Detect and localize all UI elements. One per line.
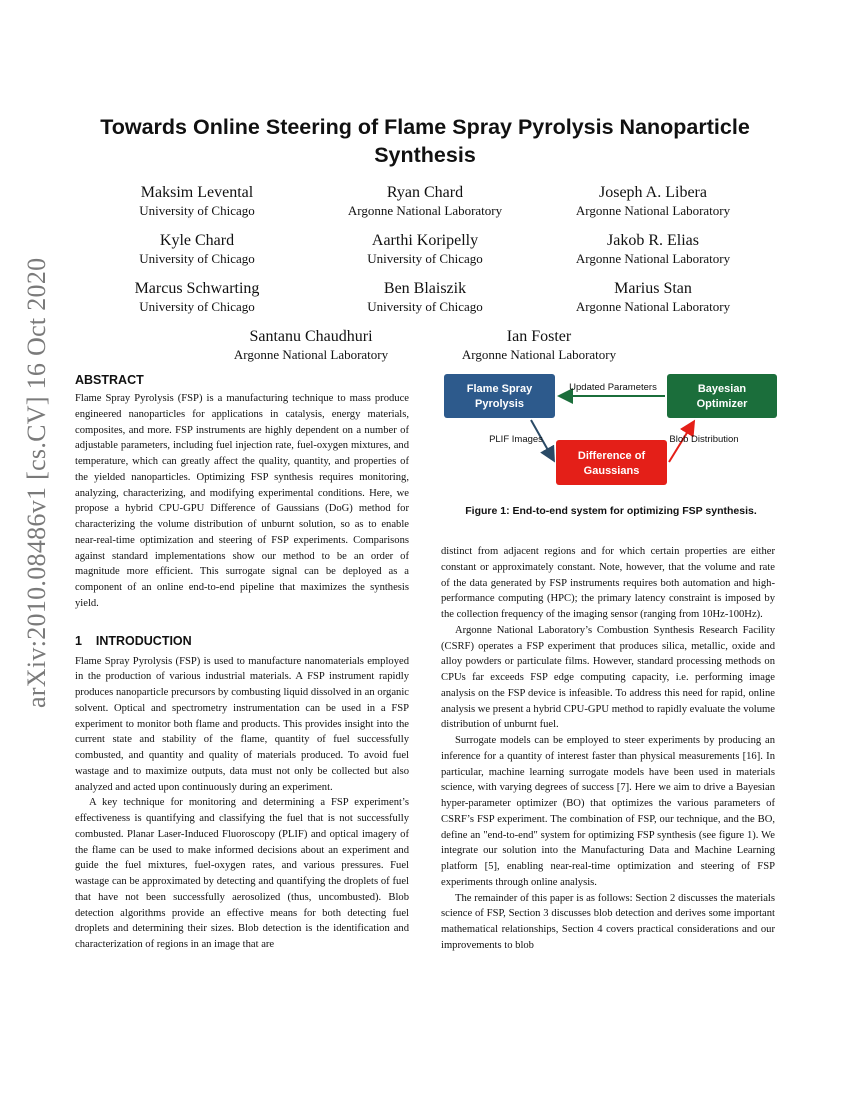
- difference-of-gaussians-box: [556, 440, 667, 485]
- intro-paragraph: A key technique for monitoring and determining a FSP experiment’s effectiveness is quantifying and classifying the fuel that is not successfully combusted. Planar Laser-Induced Fluoroscopy (PLIF) and optical imagery of the flame can be used to make informed decisions about an experiment and guide the fuel mixtures, fuel-oxygen rates, and various pressures. Fuel wastage can be approximated by detecting and quantifying the droplets of fuel that have not been successfully aerosolized (thus, uncombusted). Blob detection algorithms provide an effective means for both detecting fuel droplets and determining their sizes. Blob detection is the identification and characterization of regions in an image that are: [75, 797, 409, 950]
- author-card: [186, 327, 436, 363]
- author-affiliation: Argonne National Laboratory: [233, 347, 389, 362]
- dog-box-label-line2: Gaussians: [583, 465, 640, 477]
- author-name: Ben Blaiszik: [383, 280, 467, 297]
- fsp-box: [444, 374, 555, 418]
- body-paragraph: Surrogate models can be employed to steer experiments by producing an inference for a quantity of interest faster than physical measurements [16]. In particular, machine learning surrogate models have been used in materials science, with varying degrees of success [7]. Here we aim to drive a Bayesian hyper-parameter optimizer (BO) that optimizes the various parameters of CSRF’s FSP experiment. The combination of FSP, our technique, and the BO, define an "end-to-end" system for optimizing FSP synthesis (see figure 1). We integrate our solution into the Manufacturing Data and Machine Learning platform [5], enabling near-real-time optimization and steering of FSP experiments through online analysis.: [441, 735, 775, 888]
- author-card: [72, 279, 322, 315]
- author-card: [528, 279, 778, 315]
- body-paragraph: distinct from adjacent regions and for which certain properties are either constant or approximately constant. Note, however, that the volume and rate of the data generated by FSP instruments requires both automation and high-performance computing (HPC); the primary latency constraint is imposed by the collection frequency of the imaging sensor (ranging from 10Hz-100Hz).: [441, 546, 775, 620]
- fsp-box-label-line2: Pyrolysis: [475, 398, 524, 410]
- plif-images-label: PLIF Images: [489, 434, 543, 445]
- author-name: Ryan Chard: [386, 184, 464, 201]
- author-name: Ian Foster: [506, 328, 572, 345]
- author-name: Marcus Schwarting: [134, 280, 260, 297]
- section-title: INTRODUCTION: [95, 633, 192, 648]
- author-name: Kyle Chard: [159, 232, 235, 249]
- author-affiliation: Argonne National Laboratory: [575, 251, 731, 266]
- arxiv-side-stamp: arXiv:2010.08486v1 [cs.CV] 16 Oct 2020: [22, 257, 51, 709]
- abstract-text: Flame Spray Pyrolysis (FSP) is a manufacturing technique to mass produce engineered nanoparticles for applications in catalysis, energy materials, composites, and more. FSP instruments are highly dependent on a number of adjustable parameters, including fuel injection rate, fuel-oxygen mixtures, and temperature, which can greatly affect the quality, quantity, and properties of the yielded nanoparticles. Optimizing FSP synthesis requires monitoring, analyzing, characterizing, and modifying experimental conditions. Here, we propose a hybrid CPU-GPU Difference of Gaussians (DoG) method for characterizing the volume distribution of unburnt solution, so as to enable near-real-time optimization and steering of FSP experiments. Comparisons against standard implementations show our method to be an order of magnitude more efficient. This surrogate signal can be deployed as a component of an online end-to-end pipeline that maximizes the synthesis yield.: [75, 393, 409, 609]
- bayesian-optimizer-box: [667, 374, 777, 418]
- blob-distribution-label: Blob Distribution: [669, 434, 739, 445]
- right-column: [441, 544, 775, 954]
- author-affiliation: Argonne National Laboratory: [575, 299, 731, 314]
- section-number: 1: [75, 633, 82, 648]
- bo-box-label-line2: Optimizer: [696, 398, 748, 410]
- author-card: [528, 183, 778, 219]
- author-card: [414, 327, 664, 363]
- author-name: Jakob R. Elias: [607, 232, 699, 249]
- paper-title: Towards Online Steering of Flame Spray Pyrolysis Nanoparticle Synthesis: [100, 115, 750, 167]
- author-affiliation: University of Chicago: [139, 203, 255, 218]
- figure-1: [441, 366, 781, 496]
- introduction-heading: [75, 633, 409, 649]
- abstract-heading: ABSTRACT: [75, 373, 144, 387]
- author-affiliation: Argonne National Laboratory: [575, 203, 731, 218]
- left-column: [75, 372, 409, 953]
- updated-parameters-label: Updated Parameters: [569, 382, 657, 393]
- author-card: [300, 231, 550, 267]
- author-affiliation: Argonne National Laboratory: [347, 203, 503, 218]
- author-card: [300, 279, 550, 315]
- author-affiliation: University of Chicago: [367, 299, 483, 314]
- body-paragraph: The remainder of this paper is as follows: Section 2 discusses the materials science of FSP, Section 3 discusses blob detection and derives some important mathematical relationships, Section 4 covers practical considerations and our improvements to blob: [441, 892, 775, 951]
- author-card: [72, 183, 322, 219]
- author-name: Santanu Chaudhuri: [249, 328, 373, 345]
- body-paragraph: Argonne National Laboratory’s Combustion Synthesis Research Facility (CSRF) operates a FSP experiment that produces silica, metallic, oxide and alloy powders or particulate films. However, standard processing methods on CPUs far exceeds FSP edge computing capacity, i.e. performing image analysis on the FSP device is infeasible. To address this need for rapid, online analysis we present a hybrid CPU-GPU method to rapidly evaluate the volume distribution of unburnt fuel.: [441, 624, 775, 731]
- figure-caption: Figure 1: End-to-end system for optimizing FSP synthesis.: [465, 505, 757, 517]
- author-name: Marius Stan: [614, 280, 692, 297]
- author-name: Aarthi Koripelly: [371, 232, 479, 249]
- bo-box-label-line1: Bayesian: [697, 383, 747, 395]
- author-affiliation: University of Chicago: [139, 251, 255, 266]
- author-card: [528, 231, 778, 267]
- intro-paragraph: Flame Spray Pyrolysis (FSP) is used to manufacture nanomaterials employed in the production of various industrial materials. A FSP instrument rapidly produces nanoparticle precursors by combusting liquid dissolved in an organic solvent. Optical and spectrometry instrumentation can be used in a FSP experiment to monitor both flame and products. This provides insight into the current state and stability of the flame, quantity of fuel successfully combusted, and quantity and quality of materials produced. To avoid fuel wastage and to maximize outputs, data must not only be collected but also analyzed and acted upon continuously during an experiment.: [75, 655, 409, 793]
- author-affiliation: University of Chicago: [367, 251, 483, 266]
- author-card: [300, 183, 550, 219]
- author-name: Joseph A. Libera: [599, 184, 707, 201]
- system-diagram: [441, 366, 781, 496]
- author-card: [72, 231, 322, 267]
- author-name: Maksim Levental: [140, 184, 254, 201]
- fsp-box-label-line1: Flame Spray: [466, 383, 533, 395]
- dog-box-label-line1: Difference of: [577, 450, 646, 462]
- author-affiliation: University of Chicago: [139, 299, 255, 314]
- author-affiliation: Argonne National Laboratory: [461, 347, 617, 362]
